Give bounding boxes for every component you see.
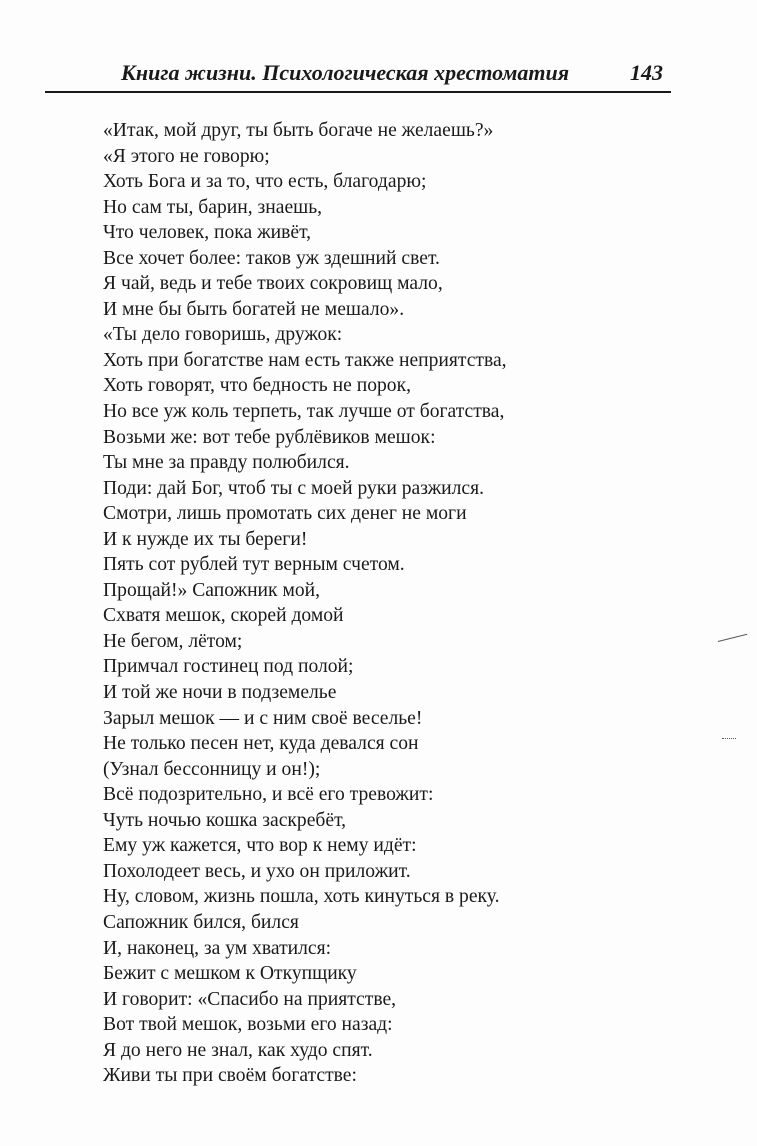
poem-line: Сапожник бился, бился xyxy=(103,911,299,933)
poem-line: Поди: дай Бог, чтоб ты с моей руки разжился. xyxy=(103,477,484,499)
poem-line: И мне бы быть богатей не мешало». xyxy=(103,298,405,320)
poem-line: «Итак, мой друг, ты быть богаче не желаешь?» xyxy=(103,120,494,141)
poem-line: Хоть при богатстве нам есть также неприятства, xyxy=(103,349,507,371)
poem-line: Прощай!» Сапожник мой, xyxy=(103,579,321,601)
poem-line: «Ты дело говоришь, дружок: xyxy=(103,324,343,346)
page-number: 143 xyxy=(630,60,663,85)
poem-line: Смотри, лишь промотать сих денег не моги xyxy=(103,503,467,525)
poem-line: Живи ты при своём богатстве: xyxy=(103,1065,357,1087)
scan-speck xyxy=(718,634,747,642)
poem-line: Я до него не знал, как худо спят. xyxy=(103,1039,373,1061)
poem-line: Не только песен нет, куда девался сон xyxy=(103,733,419,755)
poem-line: Ему уж кажется, что вор к нему идёт: xyxy=(103,835,417,857)
poem-line: И к нужде их ты береги! xyxy=(103,528,308,550)
poem-line: (Узнал бессонницу и он!); xyxy=(103,758,321,780)
poem-line: Что человек, пока живёт, xyxy=(103,222,312,244)
poem-line: Хоть Бога и за то, что есть, благодарю; xyxy=(103,171,427,193)
poem-line: И той же ночи в подземелье xyxy=(103,682,337,704)
poem-line: Все хочет более: таков уж здешний свет. xyxy=(103,247,440,269)
poem-line: «Я этого не говорю; xyxy=(103,145,270,167)
poem-line: Примчал гостинец под полой; xyxy=(103,656,354,678)
poem-line: Схватя мешок, скорей домой xyxy=(103,605,344,627)
poem-line: И говорит: «Спасибо на приятстве, xyxy=(103,988,397,1010)
running-header xyxy=(45,58,671,92)
poem-line: Зарыл мешок — и с ним своё веселье! xyxy=(103,707,423,729)
poem-line: Всё подозрительно, и всё его тревожит: xyxy=(103,784,434,806)
poem-line: Вот твой мешок, возьми его назад: xyxy=(103,1014,393,1036)
poem-line: Похолодеет весь, и ухо он приложит. xyxy=(103,860,411,882)
poem-line: Чуть ночью кошка заскребёт, xyxy=(103,809,347,831)
poem-line: Хоть говорят, что бедность не порок, xyxy=(103,375,412,397)
poem-line: Ты мне за правду полюбился. xyxy=(103,452,350,474)
poem-line: Бежит с мешком к Откупщику xyxy=(103,963,357,985)
poem-line: Но все уж коль терпеть, так лучше от богатства, xyxy=(103,401,505,423)
poem-text xyxy=(103,118,507,1089)
poem-line: Не бегом, лётом; xyxy=(103,630,243,652)
poem-line: Возьми же: вот тебе рублёвиков мешок: xyxy=(103,426,436,448)
poem-line: Пять сот рублей тут верным счетом. xyxy=(103,554,405,576)
poem-line: И, наконец, за ум хватился: xyxy=(103,937,332,959)
poem-line: Я чай, ведь и тебе твоих сокровищ мало, xyxy=(103,273,443,295)
header-rule xyxy=(45,91,671,93)
poem-line: Ну, словом, жизнь пошла, хоть кинуться в реку. xyxy=(103,886,500,908)
running-header-title: Книга жизни. Психологическая хрестоматия xyxy=(121,60,570,85)
scan-speck xyxy=(722,738,736,739)
poem-line: Но сам ты, барин, знаешь, xyxy=(103,196,323,218)
